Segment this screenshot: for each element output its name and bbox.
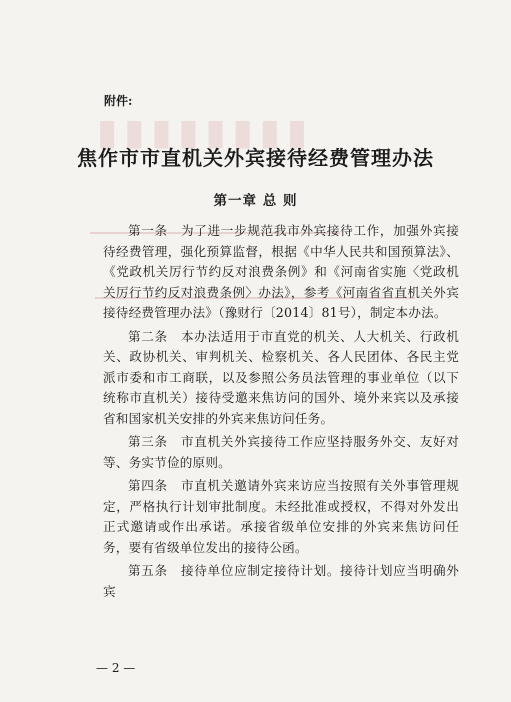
chapter-heading: 第一章 总 则: [213, 193, 298, 209]
article-4: 第四条 市直机关邀请外宾来访应当按照有关外事管理规定，严格执行计划审批制度。未经批准或授权，不得对外发出正式邀请或作出承诺。承接省级单位安排的外宾来焦访问任务，要有省级单位发出的接待公函。: [103, 478, 459, 555]
article-5: 第五条 接待单位应制定接待计划。接待计划应当明确外宾: [103, 563, 459, 599]
article-1: 第一条 为了进一步规范我市外宾接待工作，加强外宾接待经费管理，强化预算监督，根据《中华人民共和国预算法》、《党政机关厉行节约反对浪费条例》和《河南省实施〈党政机关厉行节约反对浪费条例〉办法》，参考《河南省省直机关外宾接待经费管理办法》（豫财行〔2014〕81号），制定本办法。: [103, 223, 459, 320]
page-number: — 2 —: [96, 661, 136, 675]
background-bleed-through: ▮▮▮▮▮▮▮▮: [96, 112, 314, 153]
article-3: 第三条 市直机关外宾接待工作应坚持服务外交、友好对等、务实节俭的原则。: [103, 434, 459, 470]
attachment-label: 附件:: [104, 94, 133, 108]
document-body: [103, 221, 459, 605]
document-title: 焦作市市直机关外宾接待经费管理办法: [77, 146, 434, 170]
article-2: 第二条 本办法适用于市直党的机关、人大机关、行政机关、政协机关、审判机关、检察机关、各人民团体、各民主党派市委和市工商联，以及参照公务员法管理的事业单位（以下统称市直机关）接待受邀来焦访问的国外、境外来宾以及承接省和国家机关安排的外宾来焦访问任务。: [103, 328, 459, 426]
